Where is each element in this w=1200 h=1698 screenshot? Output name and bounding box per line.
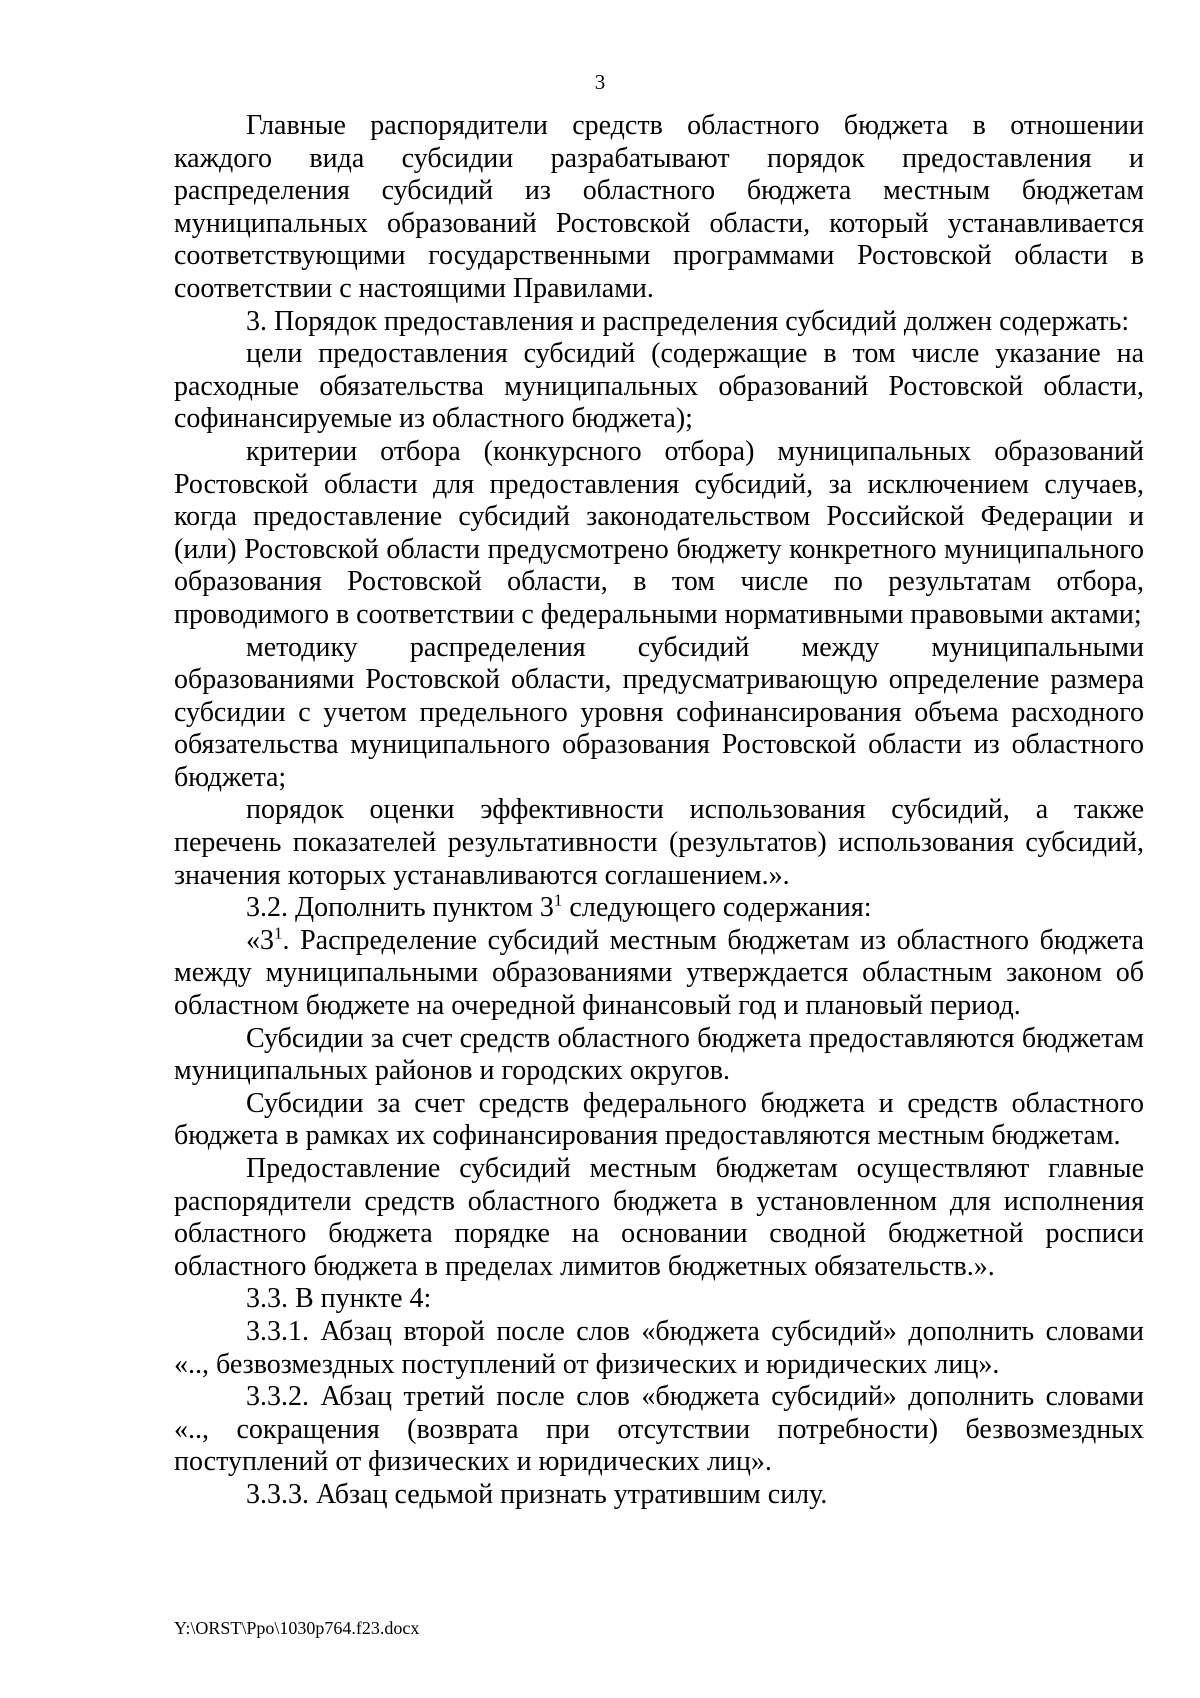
- paragraph: Субсидии за счет средств областного бюджета предоставляются бюджетам муниципальных районов и городских округов.: [174, 1022, 1144, 1087]
- paragraph: порядок оценки эффективности использования субсидий, а также перечень показателей результативности (результатов) использования субсидий, значения которых устанавливаются соглашением.».: [174, 794, 1144, 891]
- paragraph: цели предоставления субсидий (содержащие в том числе указание на расходные обязательства муниципальных образований Ростовской области, софинансируемые из областного бюджета);: [174, 338, 1144, 435]
- paragraph: методику распределения субсидий между муниципальными образованиями Ростовской области, предусматривающую определение размера субсидии с учетом предельного уровня софинансирования объема расходного обязательства муниципального образования Ростовской области из областного бюджета;: [174, 631, 1144, 793]
- paragraph: 3.3.1. Абзац второй после слов «бюджета субсидий» дополнить словами «.., безвозмездных поступлений от физических и юридических лиц».: [174, 1315, 1144, 1380]
- text-fragment: следующего содержания:: [562, 892, 872, 924]
- superscript: 1: [553, 890, 563, 910]
- document-body: [174, 110, 1144, 1512]
- paragraph-clause-3-1: [174, 925, 1144, 1023]
- footer-file-path: Y:\ORST\Ppo\1030p764.f23.docx: [174, 1618, 420, 1638]
- superscript: 1: [274, 923, 283, 943]
- paragraph: 3.3.3. Абзац седьмой признать утратившим силу.: [246, 1478, 828, 1510]
- paragraph: 3.3.2. Абзац третий после слов «бюджета субсидий» дополнить словами «.., сокращения (возврата при отсутствии потребности) безвозмездных поступлений от физических и юридических лиц».: [174, 1381, 1144, 1478]
- paragraph: 3. Порядок предоставления и распределения субсидий должен содержать:: [246, 305, 1130, 337]
- paragraph: Главные распорядители средств областного бюджета в отношении каждого вида субсидии разрабатывают порядок предоставления и распределения субсидий из областного бюджета местным бюджетам муниципальных образований Ростовской области, который устанавливается соответствующими государственными программами Ростовской области в соответствии с настоящими Правилами.: [174, 110, 1144, 304]
- paragraph: Субсидии за счет средств федерального бюджета и средств областного бюджета в рамках их софинансирования предоставляются местным бюджетам.: [174, 1087, 1144, 1152]
- text-fragment: «3: [246, 924, 274, 956]
- paragraph-clause-3-2: [174, 892, 1144, 925]
- paragraph: критерии отбора (конкурсного отбора) муниципальных образований Ростовской области для предоставления субсидий, за исключением случаев, когда предоставление субсидий законодательством Российской Федерации и (или) Ростовской области предусмотрено бюджету конкретного муниципального образования Ростовской области, в том числе по результатам отбора, проводимого в соответствии с федеральными нормативными правовыми актами;: [174, 435, 1144, 630]
- page-number: 3: [594, 70, 606, 94]
- paragraph: 3.3. В пункте 4:: [246, 1283, 432, 1315]
- text-fragment: . Распределение субсидий местным бюджетам из областного бюджета между муниципальными образованиями утверждается областным законом об областном бюджете на очередной финансовый год и плановый период.: [174, 924, 1144, 1022]
- paragraph: Предоставление субсидий местным бюджетам осуществляют главные распорядители средств областного бюджета в установленном для исполнения областного бюджета порядке на основании сводной бюджетной росписи областного бюджета в пределах лимитов бюджетных обязательств.».: [174, 1153, 1144, 1282]
- text-fragment: 3.2. Дополнить пунктом 3: [246, 892, 554, 924]
